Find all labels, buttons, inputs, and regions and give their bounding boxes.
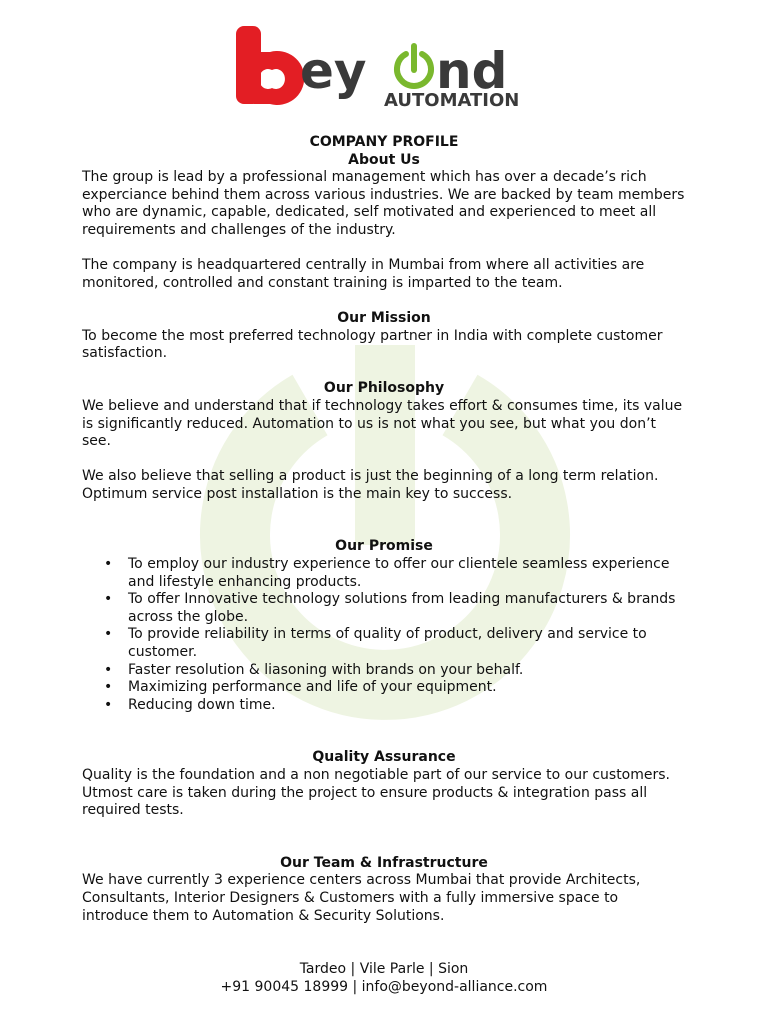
bullet: •	[104, 696, 113, 713]
mission-text: To become the most preferred technology partner in India with complete customer satisfaction.	[82, 327, 663, 362]
list-item-text: To employ our industry experience to offer our clientele seamless experience and lifestyle enhancing products.	[128, 556, 670, 590]
philosophy-paragraph-2: We also believe that selling a product is just the beginning of a long term relation. Optimum service post installation is the main key to success.	[82, 468, 659, 502]
list-item	[82, 679, 686, 697]
bullet: •	[104, 679, 113, 696]
team-heading: Our Team & Infrastructure	[280, 854, 488, 871]
about-paragraph-2: The company is headquartered centrally in Mumbai from where all activities are monitored, controlled and constant training is imparted to the team.	[82, 257, 645, 291]
about-paragraph-1: The group is lead by a professional management which has over a decade’s rich experciance behind them across various industries. We are backed by team members who are dynamic, capable, dedicated, self motivated and experienced to meet all requirements and challenges of the industry.	[82, 169, 685, 238]
about-heading: About Us	[348, 151, 420, 168]
list-item-text: Reducing down time.	[128, 696, 276, 713]
document-title: COMPANY PROFILE	[309, 134, 459, 150]
logo-b-bowl	[254, 51, 304, 105]
promise-heading: Our Promise	[335, 538, 433, 555]
footer-contact: +91 90045 18999 | info@beyond-alliance.com	[220, 978, 548, 995]
list-item-text: To provide reliability in terms of quality of product, delivery and service to customer.	[128, 626, 647, 661]
philosophy-heading: Our Philosophy	[323, 380, 445, 397]
list-item	[82, 591, 686, 626]
document-body	[82, 134, 686, 925]
bullet: •	[104, 626, 113, 643]
list-item-text: Maximizing performance and life of your equipment.	[128, 679, 497, 696]
bullet: •	[104, 591, 113, 608]
logo-nd: nd	[436, 42, 508, 100]
list-item	[82, 556, 686, 591]
beyond-automation-logo	[236, 22, 536, 108]
bullet: •	[104, 661, 113, 678]
mission-heading: Our Mission	[337, 309, 431, 326]
list-item	[82, 697, 686, 715]
logo-ey: ey	[300, 42, 367, 100]
list-item-text: To offer Innovative technology solutions from leading manufacturers & brands across the globe.	[128, 591, 676, 625]
quality-text: Quality is the foundation and a non negotiable part of our service to our customers. Utmost care is taken during the project to ensure products & integration pass all required tests.	[82, 767, 670, 819]
promise-list	[82, 556, 686, 714]
quality-heading: Quality Assurance	[312, 749, 456, 766]
list-item	[82, 662, 686, 680]
logo-subtitle: AUTOMATION	[384, 90, 520, 108]
list-item-text: Faster resolution & liasoning with brands on your behalf.	[128, 661, 524, 678]
footer-locations: Tardeo | Vile Parle | Sion	[299, 961, 469, 977]
footer	[0, 961, 768, 996]
team-text: We have currently 3 experience centers across Mumbai that provide Architects, Consultants, Interior Designers & Customers with a fully immersive space to introduce them to Automation & Security Solutions.	[82, 872, 641, 924]
philosophy-paragraph-1: We believe and understand that if technology takes effort & consumes time, its value is significantly reduced. Automation to us is not what you see, but what you don’t see.	[82, 397, 683, 450]
list-item	[82, 626, 686, 661]
bullet: •	[104, 556, 113, 573]
